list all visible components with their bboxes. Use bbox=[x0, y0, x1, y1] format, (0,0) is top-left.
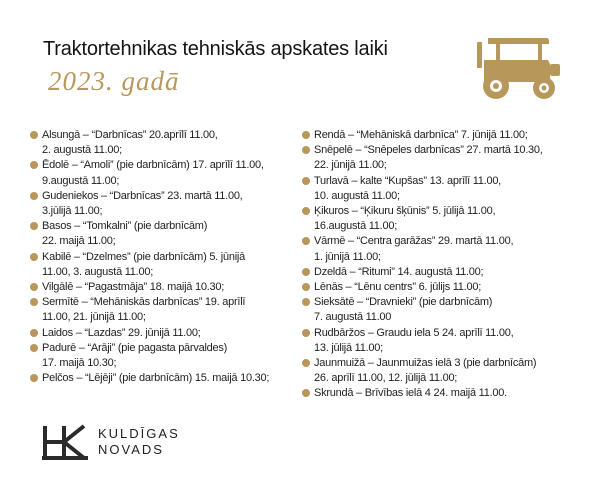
schedule-entry-text: Snēpelē – “Snēpeles darbnīcas” 27. martā 10.30, 22. jūnijā 11.00; bbox=[314, 144, 543, 172]
logo-wordmark bbox=[98, 426, 180, 458]
bullet-dot bbox=[302, 283, 310, 291]
schedule-entry bbox=[302, 143, 582, 173]
schedule-entry bbox=[302, 234, 582, 264]
bullet-dot bbox=[30, 298, 38, 306]
bullet-dot bbox=[302, 146, 310, 154]
schedule-entry bbox=[30, 295, 302, 325]
bullet-dot bbox=[302, 131, 310, 139]
schedule-entry-text: Padurē – “Arāji” (pie pagasta pārvaldes) 17. maijā 10.30; bbox=[42, 341, 228, 370]
bullet-dot bbox=[30, 131, 38, 139]
logo-line-1: KULDĪGAS bbox=[98, 426, 180, 441]
schedule-entry bbox=[302, 326, 582, 356]
logo-line-2: NOVADS bbox=[98, 442, 164, 457]
schedule-entry-text: Skrundā – Brīvības ielā 4 24. maijā 11.00. bbox=[314, 387, 507, 400]
bullet-dot bbox=[302, 329, 310, 337]
bullet-dot bbox=[30, 374, 38, 382]
bullet-dot bbox=[30, 222, 38, 230]
schedule-left-column bbox=[30, 128, 302, 386]
bullet-dot bbox=[30, 344, 38, 352]
schedule-entry-text: Vilgālē – “Pagastmāja” 18. maijā 10.30; bbox=[42, 281, 225, 294]
schedule-entry-text: Pelčos – “Lējēji” (pie darbnīcām) 15. maijā 10.30; bbox=[42, 372, 270, 385]
schedule-right-column bbox=[302, 128, 582, 402]
schedule-entry bbox=[302, 128, 582, 143]
bullet-dot bbox=[30, 192, 38, 200]
schedule-entry-text: Jaunmuižā – Jaunmuižas ielā 3 (pie darbnīcām) 26. aprīlī 11.00, 12. jūlijā 11.00; bbox=[314, 357, 537, 385]
schedule-entry-text: Kabilē – “Dzelmes” (pie darbnīcām) 5. jūnijā 11.00, 3. augustā 11.00; bbox=[42, 250, 245, 278]
bullet-dot bbox=[302, 177, 310, 185]
page-title: Traktortehnikas tehniskās apskates laiki bbox=[43, 38, 388, 60]
schedule-entry-text: Basos – “Tomkalni” (pie darbnīcām) 22. maijā 11.00; bbox=[42, 220, 208, 248]
schedule-entry-text: Sieksātē – “Dravnieki” (pie darbnīcām) 7. augustā 11.00 bbox=[314, 296, 493, 324]
schedule-entry bbox=[30, 280, 302, 295]
schedule-entry bbox=[302, 174, 582, 204]
schedule-entry bbox=[30, 371, 302, 386]
schedule-entry-text: Lēnās – “Lēnu centrs” 6. jūlijs 11.00; bbox=[314, 281, 482, 294]
schedule-entry-text: Ēdolē – “Amoli” (pie darbnīcām) 17. aprīlī 11.00, 9.augustā 11.00; bbox=[42, 159, 264, 187]
schedule-entry bbox=[302, 356, 582, 386]
bullet-dot bbox=[302, 237, 310, 245]
schedule-entry-text: Rudbāržos – Graudu iela 5 24. aprīlī 11.00, 13. jūlijā 11.00; bbox=[314, 326, 514, 354]
bullet-dot bbox=[302, 389, 310, 397]
kuldiga-logo-mark bbox=[42, 424, 88, 460]
schedule-entry bbox=[30, 326, 302, 341]
bullet-dot bbox=[302, 298, 310, 306]
schedule-entry bbox=[30, 219, 302, 249]
bullet-dot bbox=[302, 207, 310, 215]
schedule-entry bbox=[302, 280, 582, 295]
page-subtitle: 2023. gadā bbox=[48, 66, 180, 96]
schedule-entry-text: Turlavā – kalte “Kupšas” 13. aprīlī 11.00, 10. augustā 11.00; bbox=[314, 174, 501, 202]
schedule-entry bbox=[302, 386, 582, 401]
schedule-entry bbox=[30, 158, 302, 188]
schedule-entry bbox=[302, 265, 582, 280]
schedule-entry bbox=[30, 341, 302, 371]
schedule-entry bbox=[302, 295, 582, 325]
schedule-entry-text: Sermītē – “Mehāniskās darbnīcas” 19. aprīlī 11.00, 21. jūnijā 11.00; bbox=[42, 296, 246, 324]
tractor-icon bbox=[476, 36, 562, 100]
kuldiga-logo bbox=[42, 424, 302, 462]
schedule-entry-text: Laidos – “Lazdas” 29. jūnijā 11.00; bbox=[42, 326, 201, 339]
schedule-entry bbox=[30, 250, 302, 280]
schedule-entry bbox=[302, 204, 582, 234]
schedule-entry bbox=[30, 128, 302, 158]
schedule-entry bbox=[30, 189, 302, 219]
bullet-dot bbox=[30, 253, 38, 261]
bullet-dot bbox=[302, 359, 310, 367]
bullet-dot bbox=[30, 283, 38, 291]
schedule-entry-text: Dzeldā – “Ritumi” 14. augustā 11.00; bbox=[314, 265, 484, 278]
schedule-entry-text: Rendā – “Mehāniskā darbnīca” 7. jūnijā 11.00; bbox=[314, 129, 528, 141]
bullet-dot bbox=[30, 161, 38, 169]
bullet-dot bbox=[302, 268, 310, 276]
schedule-entry-text: Alsungā – “Darbnīcas” 20.aprīlī 11.00, 2. augustā 11.00; bbox=[42, 129, 218, 157]
schedule-entry-text: Gudeniekos – “Darbnīcas” 23. martā 11.00, 3.jūlijā 11.00; bbox=[42, 189, 243, 218]
bullet-dot bbox=[30, 329, 38, 337]
schedule-entry-text: Ķikuros – “Ķikuru šķūnis” 5. jūlijā 11.00, 16.augustā 11.00; bbox=[314, 205, 496, 233]
schedule-entry-text: Vārmē – “Centra garāžas” 29. martā 11.00, 1. jūnijā 11.00; bbox=[314, 235, 514, 263]
